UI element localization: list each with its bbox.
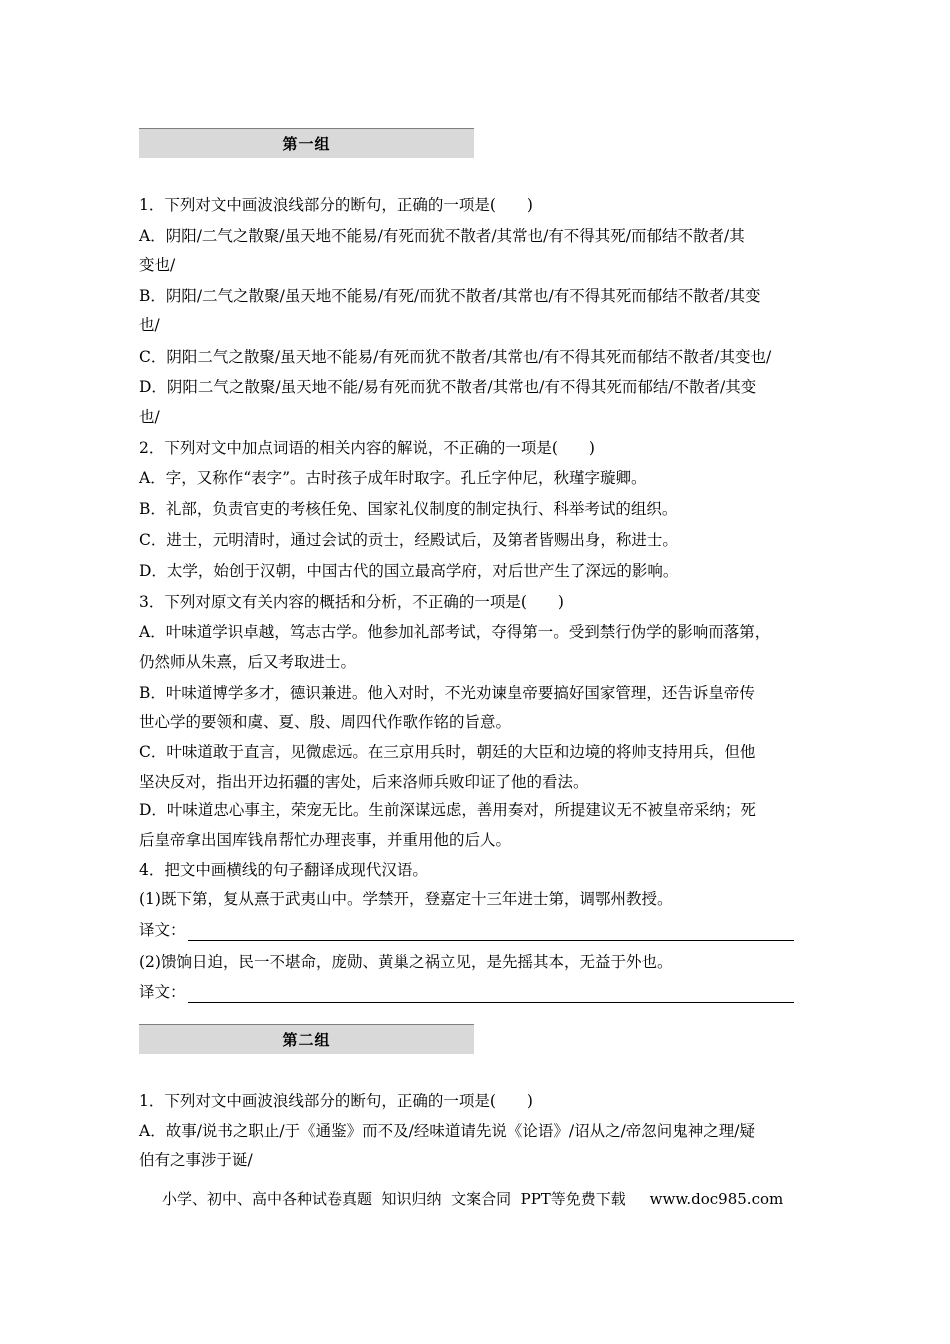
translation-label: 译文：: [139, 921, 186, 939]
question-3-option-d-cont: 后皇帝拿出国库钱帛帮忙办理丧事，并重用他的后人。: [139, 831, 512, 849]
section-title: 第二组: [282, 1031, 331, 1049]
question-3-option-d: D．叶味道忠心事主，荣宠无比。生前深谋远虑，善用奏对，所提建议无不被皇帝采纳；死: [139, 801, 756, 819]
answer-blank-line: [188, 923, 794, 941]
question-2-option-d: D．太学，始创于汉朝，中国古代的国立最高学府，对后世产生了深远的影响。: [139, 562, 679, 580]
section-header-group-1: [139, 128, 474, 158]
group-2-question-1-stem: 1．下列对文中画波浪线部分的断句，正确的一项是( ): [139, 1092, 533, 1110]
question-3-option-a-cont: 仍然师从朱熹，后又考取进士。: [139, 653, 357, 671]
question-4-stem: 4．把文中画横线的句子翻译成现代汉语。: [139, 861, 428, 879]
group-2-question-1-option-a-cont: 伯有之事涉于诞/: [139, 1151, 253, 1169]
section-header-group-2: [139, 1024, 474, 1054]
question-4-sentence-1: (1)既下第，复从熹于武夷山中。学禁开，登嘉定十三年进士第，调鄂州教授。: [139, 890, 673, 908]
question-1-option-d-cont: 也/: [139, 408, 160, 426]
question-3-option-b: B．叶味道博学多才，德识兼进。他入对时，不光劝谏皇帝要搞好国家管理，还告诉皇帝传: [139, 684, 755, 702]
question-1-option-c: C．阴阳二气之散聚/虽天地不能易/有死而犹不散者/其常也/有不得其死而郁结不散者/其变也/: [139, 348, 772, 366]
question-2-option-a: A．字，又称作“表字”。古时孩子成年时取字。孔丘字仲尼，秋瑾字璇卿。: [139, 469, 647, 487]
translation-answer-2: [139, 981, 794, 1003]
question-2-option-c: C．进士，元明清时，通过会试的贡士，经殿试后，及第者皆赐出身，称进士。: [139, 531, 678, 549]
answer-blank-line: [188, 985, 794, 1003]
page-footer: 小学、初中、高中各种试卷真题 知识归纳 文案合同 PPT等免费下载 www.doc985.com: [162, 1190, 784, 1208]
question-4-sentence-2: (2)馈饷日迫，民一不堪命，庞勋、黄巢之祸立见，是先摇其本，无益于外也。: [139, 953, 673, 971]
question-2-option-b: B．礼部，负责官吏的考核任免、国家礼仪制度的制定执行、科举考试的组织。: [139, 500, 678, 518]
question-2-stem: 2．下列对文中加点词语的相关内容的解说，不正确的一项是( ): [139, 439, 595, 457]
question-1-option-b-cont: 也/: [139, 316, 160, 334]
group-2-question-1-option-a: A．故事/说书之职止/于《通鉴》而不及/经味道请先说《论语》/诏从之/帝忽问鬼神之理/疑: [139, 1122, 756, 1140]
translation-answer-1: [139, 919, 794, 941]
question-1-option-a: A．阴阳/二气之散聚/虽天地不能易/有死而犹不散者/其常也/有不得其死/而郁结不散者/其: [139, 227, 745, 245]
question-1-option-b: B．阴阳/二气之散聚/虽天地不能易/有死/而犹不散者/其常也/有不得其死而郁结不散者/其变: [139, 287, 761, 305]
question-3-option-b-cont: 世心学的要领和虞、夏、殷、周四代作歌作铭的旨意。: [139, 713, 512, 731]
question-3-option-a: A．叶味道学识卓越，笃志古学。他参加礼部考试，夺得第一。受到禁行伪学的影响而落第，: [139, 623, 771, 641]
section-title: 第一组: [282, 135, 331, 153]
question-1-option-a-cont: 变也/: [139, 256, 176, 274]
translation-label: 译文：: [139, 983, 186, 1001]
question-1-stem: 1．下列对文中画波浪线部分的断句，正确的一项是( ): [139, 196, 533, 214]
question-1-option-d: D．阴阳二气之散聚/虽天地不能/易有死而犹不散者/其常也/有不得其死而郁结/不散者/其变: [139, 378, 757, 396]
question-3-option-c: C．叶味道敢于直言，见微虑远。在三京用兵时，朝廷的大臣和边境的将帅支持用兵，但他: [139, 743, 756, 761]
question-3-option-c-cont: 坚决反对，指出开边拓疆的害处，后来洛师兵败印证了他的看法。: [139, 773, 589, 791]
question-3-stem: 3．下列对原文有关内容的概括和分析，不正确的一项是( ): [139, 593, 564, 611]
